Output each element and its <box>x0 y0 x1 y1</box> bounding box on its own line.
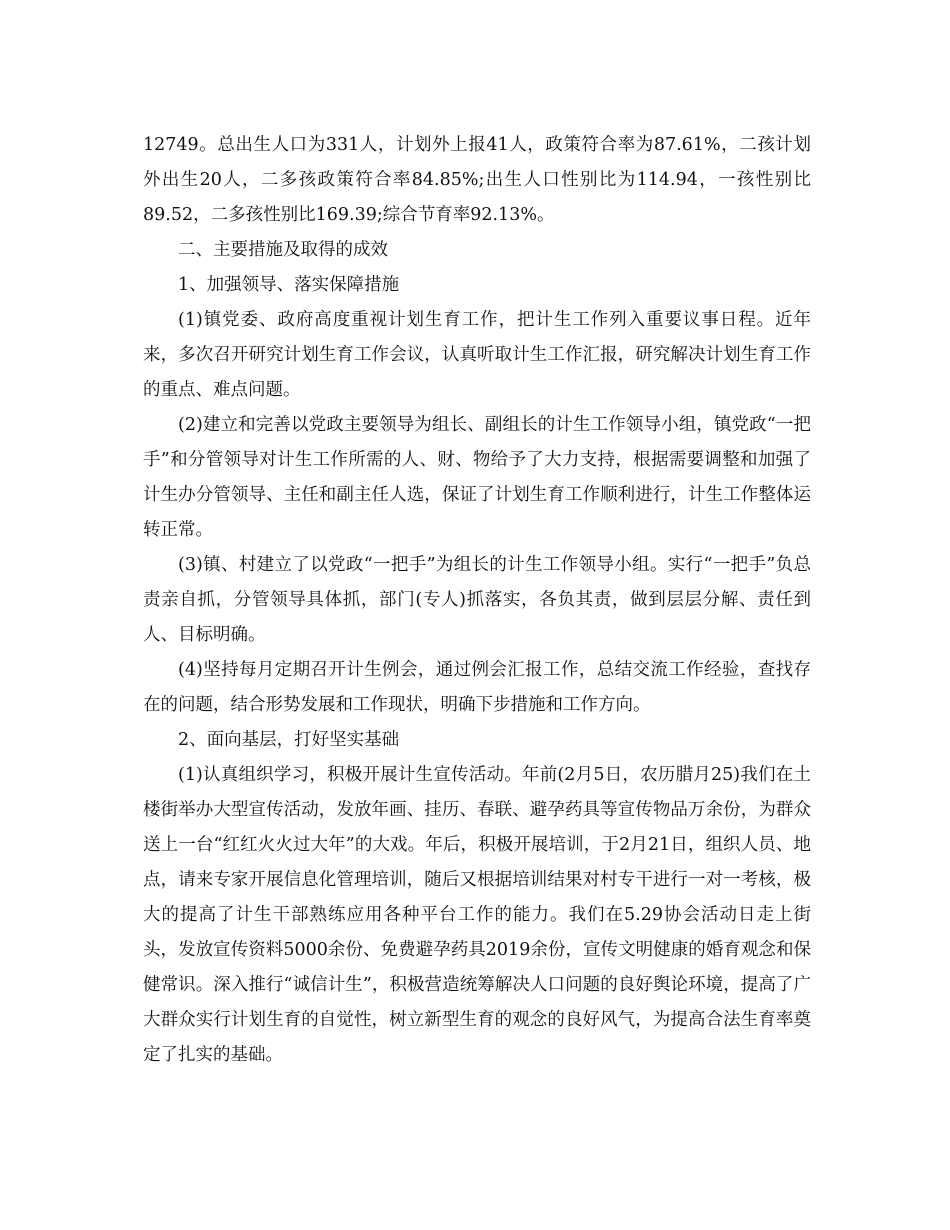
paragraph-item-1: (1)镇党委、政府高度重视计划生育工作，把计生工作列入重要议事日程。近年来，多次召开研究计划生育工作会议，认真听取计生工作汇报，研究解决计划生育工作的重点、难点问题。 <box>143 310 811 400</box>
subheading-grassroots: 2、面向基层，打好坚实基础 <box>178 730 400 750</box>
paragraph-publicity: (1)认真组织学习，积极开展计生宣传活动。年前(2月5日，农历腊月25)我们在土楼街举办大型宣传活动，发放年画、挂历、春联、避孕药具等宣传物品万余份，为群众送上一台“红红火火过大年”的大戏。年后，积极开展培训，于2月21日，组织人员、地点，请来专家开展信息化管理培训，随后又根据培训结果对村专干进行一对一考核，极大的提高了计生干部熟练应用各种平台工作的能力。我们在5.29协会活动日走上街头，发放宣传资料5000余份、免费避孕药具2019余份，宣传文明健康的婚育观念和保健常识。深入推行“诚信计生”，积极营造统筹解决人口问题的良好舆论环境，提高了广大群众实行计划生育的自觉性，树立新型生育的观念的良好风气，为提高合法生育率奠定了扎实的基础。 <box>143 765 811 1065</box>
paragraph-statistics: 12749。总出生人口为331人，计划外上报41人，政策符合率为87.61%，二孩计划外出生20人，二多孩政策符合率84.85%;出生人口性别比为114.94，一孩性别比89.52，二多孩性别比169.39;综合节育率92.13%。 <box>143 135 811 225</box>
section-heading-measures: 二、主要措施及取得的成效 <box>178 240 388 260</box>
paragraph-item-2: (2)建立和完善以党政主要领导为组长、副组长的计生工作领导小组，镇党政“一把手”和分管领导对计生工作所需的人、财、物给予了大力支持，根据需要调整和加强了计生办分管领导、主任和副主任人选，保证了计划生育工作顺利进行，计生工作整体运转正常。 <box>143 415 811 540</box>
subheading-leadership: 1、加强领导、落实保障措施 <box>178 275 400 295</box>
paragraph-item-3: (3)镇、村建立了以党政“一把手”为组长的计生工作领导小组。实行“一把手”负总责亲自抓，分管领导具体抓，部门(专人)抓落实，各负其责，做到层层分解、责任到人、目标明确。 <box>143 555 811 645</box>
paragraph-item-4: (4)坚持每月定期召开计生例会，通过例会汇报工作，总结交流工作经验，查找存在的问题，结合形势发展和工作现状，明确下步措施和工作方向。 <box>143 660 811 715</box>
document-body <box>143 128 811 1073</box>
